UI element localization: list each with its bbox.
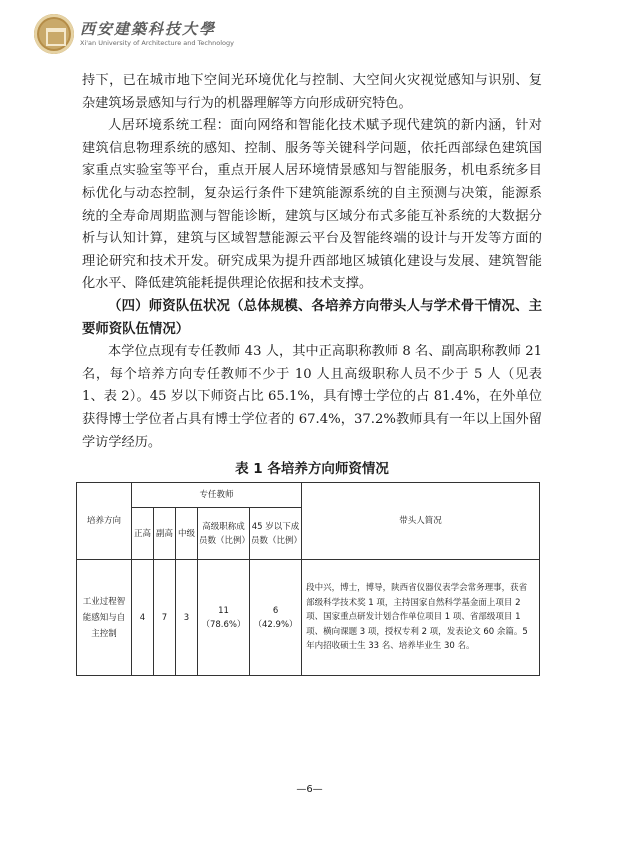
university-name-block bbox=[80, 20, 234, 48]
senior-pct: （78.6%） bbox=[201, 619, 246, 630]
table-row bbox=[77, 560, 540, 676]
cell-zhongji: 3 bbox=[176, 560, 198, 676]
header-leader-intro: 带头人简况 bbox=[302, 483, 540, 560]
page-number: —6— bbox=[296, 784, 323, 795]
university-logo-icon bbox=[34, 14, 74, 54]
table-title: 表 1 各培养方向师资情况 bbox=[235, 461, 389, 478]
cell-fugao: 7 bbox=[154, 560, 176, 676]
header-zhongji: 中级 bbox=[176, 508, 198, 560]
header-fugao: 副高 bbox=[154, 508, 176, 560]
header-senior-ratio: 高级职称成员数（比例） bbox=[198, 508, 250, 560]
cell-direction: 工业过程智能感知与自主控制 bbox=[77, 560, 132, 676]
under45-count: 6 bbox=[272, 605, 279, 616]
header-zhenggao: 正高 bbox=[132, 508, 154, 560]
section-heading: （四）师资队伍状况（总体规模、各培养方向带头人与学术骨干情况、主要师资队伍情况） bbox=[82, 298, 542, 337]
header-teachers: 专任教师 bbox=[132, 483, 302, 508]
paragraph-2: 人居环境系统工程：面向网络和智能化技术赋予现代建筑的新内涵，针对建筑信息物理系统的感知、控制、服务等关键科学问题，依托西部绿色建筑国家重点实验室等平台，重点开展人居环境情景感知与智能服务，机电系统多目标优化与动态控制，复杂运行条件下建筑能源系统的自主预测与决策，能源系统的全寿命周期监测与智能诊断，建筑与区域分布式多能互补系统的大数据分析与认知计算，建筑与区域智慧能源云平台及智能终端的设计与开发等方面的理论研究和技术开发。研究成果为提升西部地区城镇化建设与发展、建筑智能化水平、降低建筑能耗提供理论依据和技术支撑。 bbox=[82, 118, 542, 292]
cell-under45 bbox=[250, 560, 302, 676]
cell-leader-intro: 段中兴，博士，博导，陕西省仪器仪表学会常务理事，获省部级科学技术奖 1 项，主持国家自然科学基金面上项目 2 项、国家重点研发计划合作单位项目 1 项、省部级项目 1 项、横向课题 3 项，授权专利 2 项，发表论文 60 余篇。5 年内招收硕士生 33 名、培养毕业生 30 名。 bbox=[302, 560, 540, 676]
page-header bbox=[34, 12, 234, 56]
university-name-en: Xi'an University of Architecture and Technology bbox=[80, 39, 234, 47]
under45-pct: （42.9%） bbox=[253, 619, 298, 630]
header-under45: 45 岁以下成员数（比例） bbox=[250, 508, 302, 560]
university-name-cn: 西安建築科技大學 bbox=[80, 20, 217, 38]
cell-senior-ratio bbox=[198, 560, 250, 676]
paragraph-3: 本学位点现有专任教师 43 人，其中正高职称教师 8 名、副高职称教师 21 名，每个培养方向专任教师不少于 10 人且高级职称人员不少于 5 人（见表 1、表 2）。45 岁以下师资占比 65.1%，具有博士学位的占 81.4%，在外单位获得博士学位者占具有博士学位者的 67.4%，37.2%教师具有一年以上国外留学访学经历。 bbox=[82, 344, 542, 450]
header-direction: 培养方向 bbox=[77, 483, 132, 560]
faculty-table bbox=[76, 482, 540, 676]
cell-zhenggao: 4 bbox=[132, 560, 154, 676]
document-body bbox=[82, 70, 542, 676]
paragraph-1: 持下，已在城市地下空间光环境优化与控制、大空间火灾视觉感知与识别、复杂建筑场景感知与行为的机器理解等方向形成研究特色。 bbox=[82, 73, 542, 111]
senior-count: 11 bbox=[218, 605, 229, 616]
